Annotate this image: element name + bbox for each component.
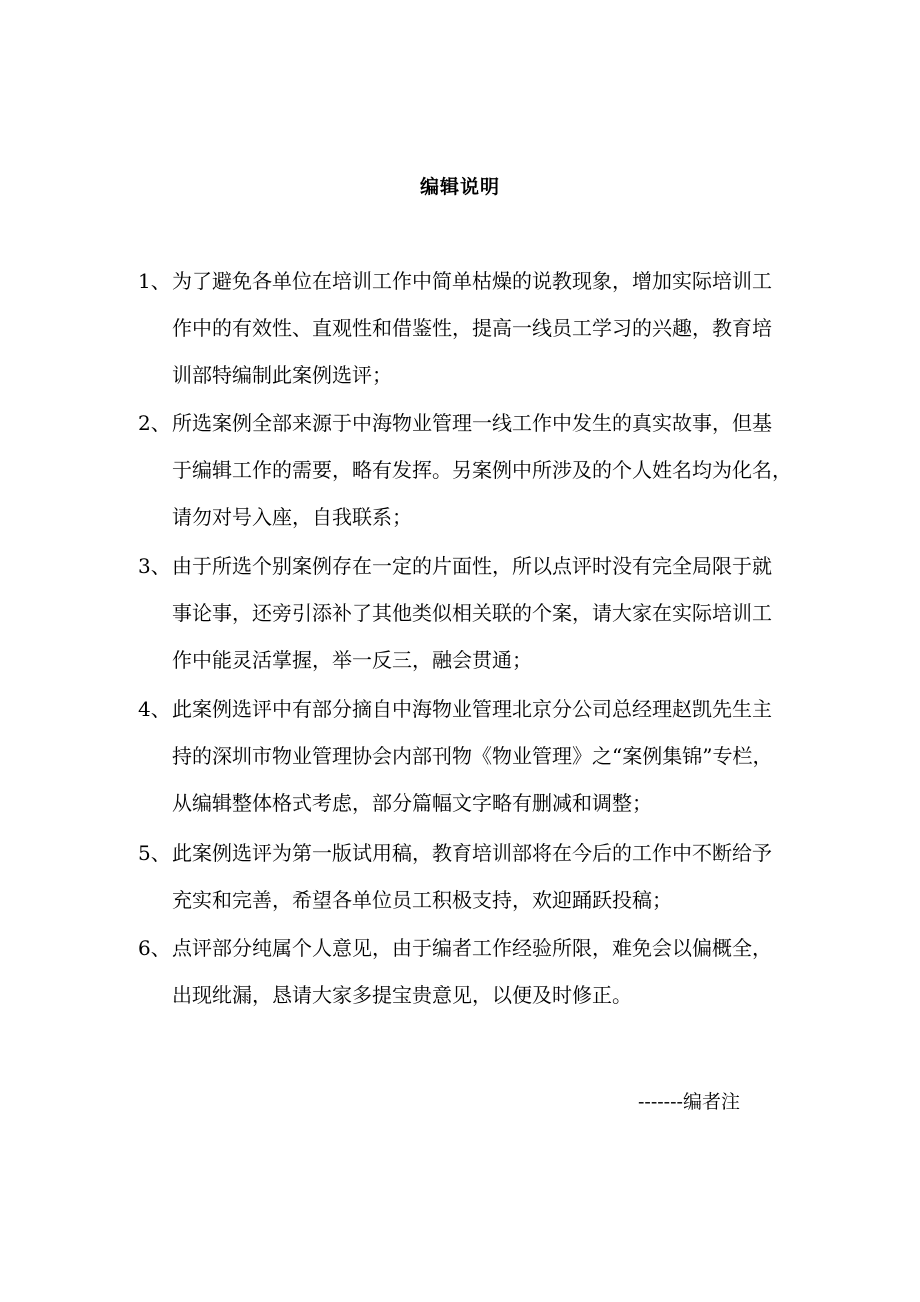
item-number: 2、 — [138, 411, 171, 435]
item-line: 所选案例全部来源于中海物业管理一线工作中发生的真实故事，但基 — [172, 411, 772, 435]
page-title: 编辑说明 — [419, 176, 500, 198]
list-item-1 — [138, 258, 828, 399]
list-item-2 — [138, 400, 828, 541]
item-line: 持的深圳市物业管理协会内部刊物《物业管理》之“案例集锦”专栏， — [172, 744, 773, 768]
item-line: 出现纰漏，恳请大家多提宝贵意见，以便及时修正。 — [172, 983, 632, 1007]
item-number: 1、 — [138, 269, 171, 293]
item-line: 为了避免各单位在培训工作中简单枯燥的说教现象，增加实际培训工 — [172, 269, 772, 293]
item-number: 4、 — [138, 697, 171, 721]
item-line: 请勿对号入座，自我联系； — [172, 505, 412, 529]
item-line: 作中能灵活掌握，举一反三，融会贯通； — [172, 648, 532, 672]
list-item-5 — [138, 830, 828, 924]
item-number: 5、 — [138, 841, 171, 865]
item-line: 充实和完善，希望各单位员工积极支持，欢迎踊跃投稿； — [172, 888, 672, 912]
list-item-4 — [138, 686, 828, 827]
editor-signature: -------编者注 — [638, 1091, 740, 1113]
item-line: 作中的有效性、直观性和借鉴性，提高一线员工学习的兴趣，教育培 — [172, 316, 772, 340]
item-number: 6、 — [138, 936, 171, 960]
item-line: 训部特编制此案例选评； — [172, 363, 392, 387]
item-line: 点评部分纯属个人意见，由于编者工作经验所限，难免会以偏概全， — [172, 936, 772, 960]
item-line: 此案例选评为第一版试用稿，教育培训部将在今后的工作中不断给予 — [172, 841, 772, 865]
item-line: 于编辑工作的需要，略有发挥。另案例中所涉及的个人姓名均为化名， — [172, 458, 792, 482]
list-item-6 — [138, 925, 828, 1019]
item-number: 3、 — [138, 554, 171, 578]
item-line: 事论事，还旁引添补了其他类似相关联的个案，请大家在实际培训工 — [172, 601, 772, 625]
item-line: 此案例选评中有部分摘自中海物业管理北京分公司总经理赵凯先生主 — [172, 697, 772, 721]
item-line: 从编辑整体格式考虑，部分篇幅文字略有删减和调整； — [172, 791, 652, 815]
item-line: 由于所选个别案例存在一定的片面性，所以点评时没有完全局限于就 — [172, 554, 772, 578]
list-item-3 — [138, 543, 828, 684]
